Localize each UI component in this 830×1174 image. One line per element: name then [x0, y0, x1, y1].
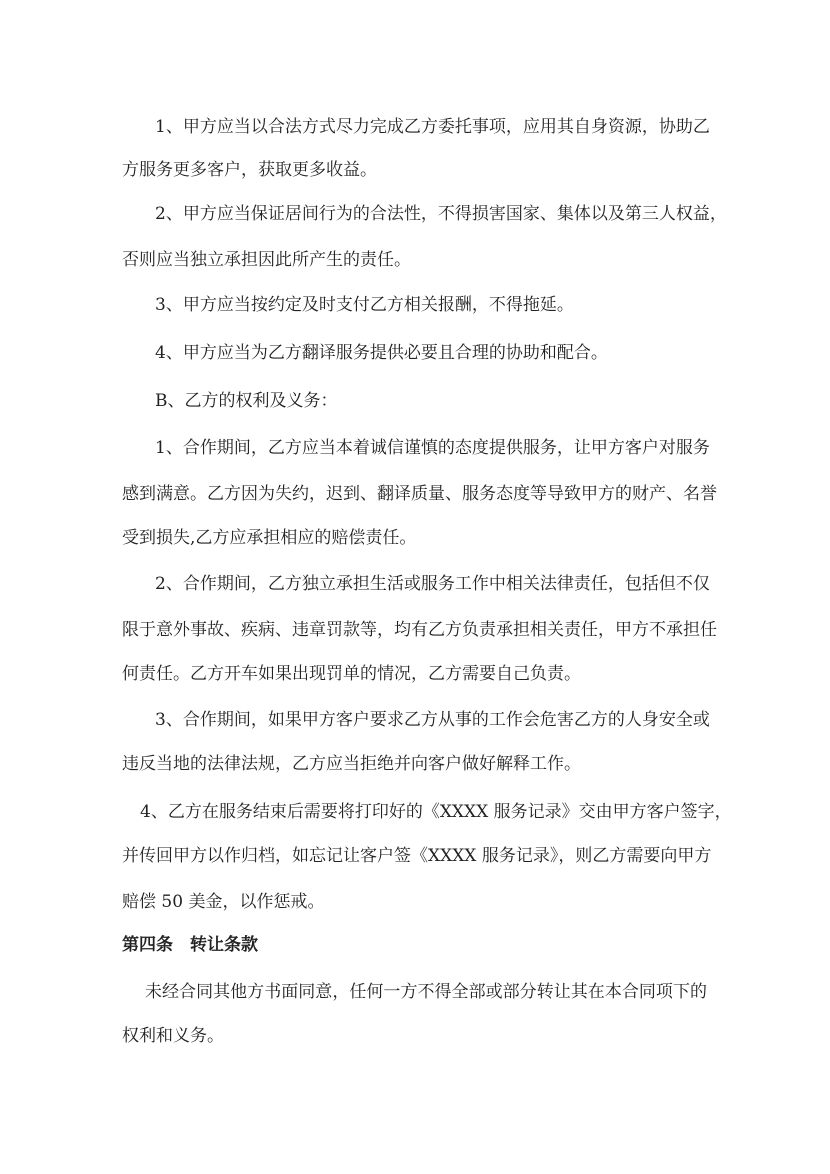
- party-b-duty-4-line-2: 并传回甲方以作归档，如忘记让客户签《XXXX 服务记录》，则乙方需要向甲方: [122, 846, 712, 866]
- article-4-heading: 第四条 转让条款: [122, 935, 258, 955]
- party-b-duty-2-line-1: 2、合作期间，乙方独立承担生活或服务工作中相关法律责任，包括但不仅: [155, 574, 710, 594]
- party-a-duty-3: 3、甲方应当按约定及时支付乙方相关报酬，不得拖延。: [155, 295, 574, 315]
- article-4-line-1: 未经合同其他方书面同意，任何一方不得全部或部分转让其在本合同项下的: [145, 982, 707, 1002]
- party-b-duty-3-line-2: 违反当地的法律法规，乙方应当拒绝并向客户做好解释工作。: [122, 754, 581, 774]
- article-4-line-2: 权利和义务。: [122, 1026, 224, 1046]
- party-a-duty-4: 4、甲方应当为乙方翻译服务提供必要且合理的协助和配合。: [155, 343, 608, 363]
- party-b-duty-4-line-3: 赔偿 50 美金，以作惩戒。: [122, 892, 325, 912]
- section-b-title: B、乙方的权利及义务：: [155, 391, 338, 411]
- party-b-duty-4-line-1: 4、乙方在服务结束后需要将打印好的《XXXX 服务记录》交由甲方客户签字，: [140, 802, 732, 822]
- party-a-duty-1-line-1: 1、甲方应当以合法方式尽力完成乙方委托事项，应用其自身资源，协助乙: [155, 117, 710, 137]
- party-b-duty-3-line-1: 3、合作期间，如果甲方客户要求乙方从事的工作会危害乙方的人身安全或: [155, 710, 710, 730]
- party-b-duty-1-line-3: 受到损失,乙方应承担相应的赔偿责任。: [122, 528, 417, 548]
- party-b-duty-2-line-2: 限于意外事故、疾病、违章罚款等，均有乙方负责承担相关责任，甲方不承担任: [122, 620, 717, 640]
- party-b-duty-2-line-3: 何责任。乙方开车如果出现罚单的情况，乙方需要自己负责。: [122, 664, 581, 684]
- party-a-duty-2-line-1: 2、甲方应当保证居间行为的合法性，不得损害国家、集体以及第三人权益，: [155, 204, 727, 224]
- party-a-duty-1-line-2: 方服务更多客户，获取更多收益。: [122, 160, 377, 180]
- party-b-duty-1-line-1: 1、合作期间，乙方应当本着诚信谨慎的态度提供服务，让甲方客户对服务: [155, 438, 710, 458]
- party-a-duty-2-line-2: 否则应当独立承担因此所产生的责任。: [122, 250, 411, 270]
- party-b-duty-1-line-2: 感到满意。乙方因为失约，迟到、翻译质量、服务态度等导致甲方的财产、名誉: [122, 484, 717, 504]
